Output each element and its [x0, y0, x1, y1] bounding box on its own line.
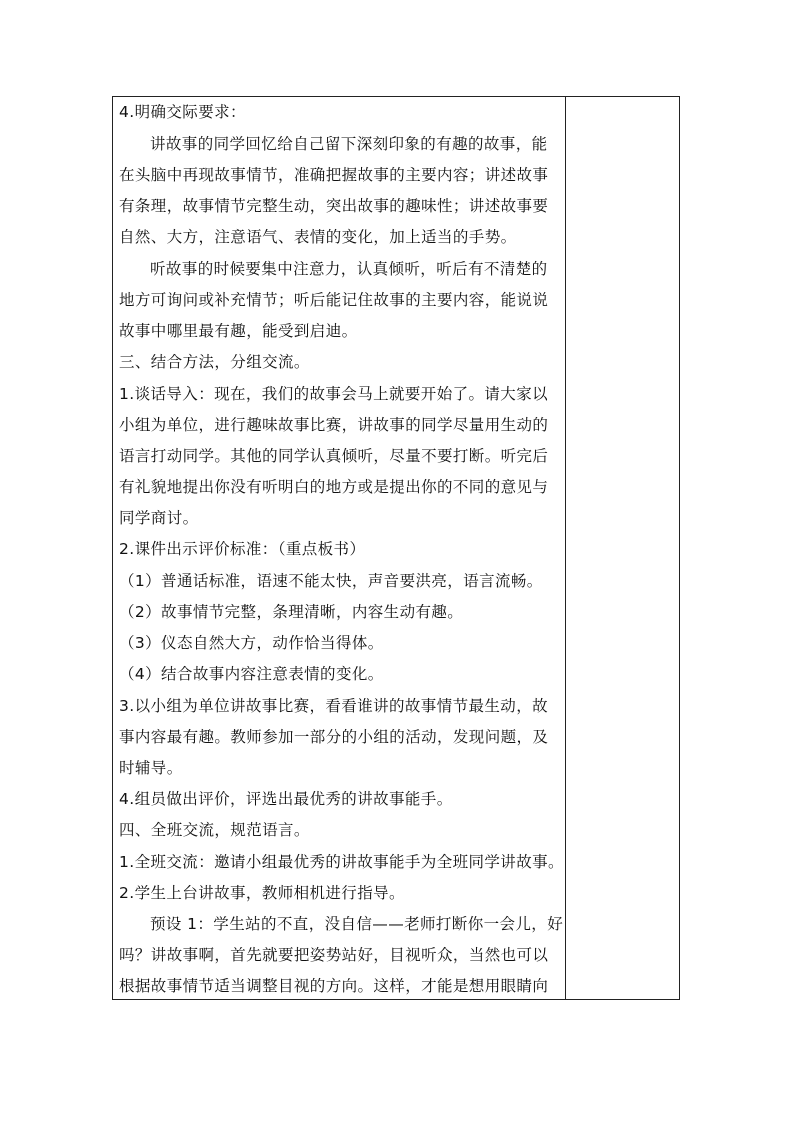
text-line: （4）结合故事内容注意表情的变化。 — [119, 665, 384, 683]
text-line: 小组为单位，进行趣味故事比赛，讲故事的同学尽量用生动的 — [119, 416, 549, 434]
text-line: 预设 1：学生站的不直，没自信——老师打断你一会儿，好 — [150, 915, 564, 933]
lesson-plan-table — [112, 96, 680, 1000]
text-line: 听故事的时候要集中注意力，认真倾听，听后有不清楚的 — [150, 260, 548, 278]
text-line: （2）故事情节完整，条理清晰，内容生动有趣。 — [119, 603, 464, 621]
text-line: 根据故事情节适当调整目视的方向。这样，才能是想用眼睛向 — [119, 977, 549, 995]
text-line: 4.明确交际要求： — [119, 103, 246, 121]
text-line: （1）普通话标准，语速不能太快，声音要洪亮，语言流畅。 — [119, 572, 543, 590]
text-line: 事内容最有趣。教师参加一部分的小组的活动，发现问题，及 — [119, 728, 549, 746]
text-line: 同学商讨。 — [119, 509, 199, 527]
text-line: 1.谈话导入：现在，我们的故事会马上就要开始了。请大家以 — [119, 385, 548, 403]
text-line: 语言打动同学。其他的同学认真倾听，尽量不要打断。听完后 — [119, 447, 549, 465]
text-line: 在头脑中再现故事情节，准确把握故事的主要内容；讲述故事 — [119, 166, 549, 184]
text-line: 有礼貌地提出你没有听明白的地方或是提出你的不同的意见与 — [119, 478, 549, 496]
text-line: 讲故事的同学回忆给自己留下深刻印象的有趣的故事，能 — [150, 135, 548, 153]
text-line: （3）仪态自然大方，动作恰当得体。 — [119, 634, 384, 652]
text-line: 有条理，故事情节完整生动，突出故事的趣味性；讲述故事要 — [119, 197, 549, 215]
text-line: 故事中哪里最有趣，能受到启迪。 — [119, 322, 358, 340]
notes-cell — [566, 97, 679, 999]
text-line: 吗？讲故事啊，首先就要把姿势站好，目视听众，当然也可以 — [119, 946, 549, 964]
lesson-content-cell — [113, 97, 565, 999]
text-line: 三、结合方法，分组交流。 — [119, 353, 310, 371]
text-line: 2.课件出示评价标准：（重点板书） — [119, 540, 366, 558]
text-line: 时辅导。 — [119, 759, 183, 777]
text-line: 自然、大方，注意语气、表情的变化，加上适当的手势。 — [119, 228, 517, 246]
text-line: 3.以小组为单位讲故事比赛，看看谁讲的故事情节最生动，故 — [119, 697, 548, 715]
text-line: 2.学生上台讲故事，教师相机进行指导。 — [119, 884, 405, 902]
text-line: 地方可询问或补充情节；听后能记住故事的主要内容，能说说 — [119, 291, 549, 309]
text-line: 四、全班交流，规范语言。 — [119, 821, 310, 839]
text-line: 4.组员做出评价，评选出最优秀的讲故事能手。 — [119, 790, 453, 808]
text-line: 1.全班交流：邀请小组最优秀的讲故事能手为全班同学讲故事。 — [119, 853, 564, 871]
